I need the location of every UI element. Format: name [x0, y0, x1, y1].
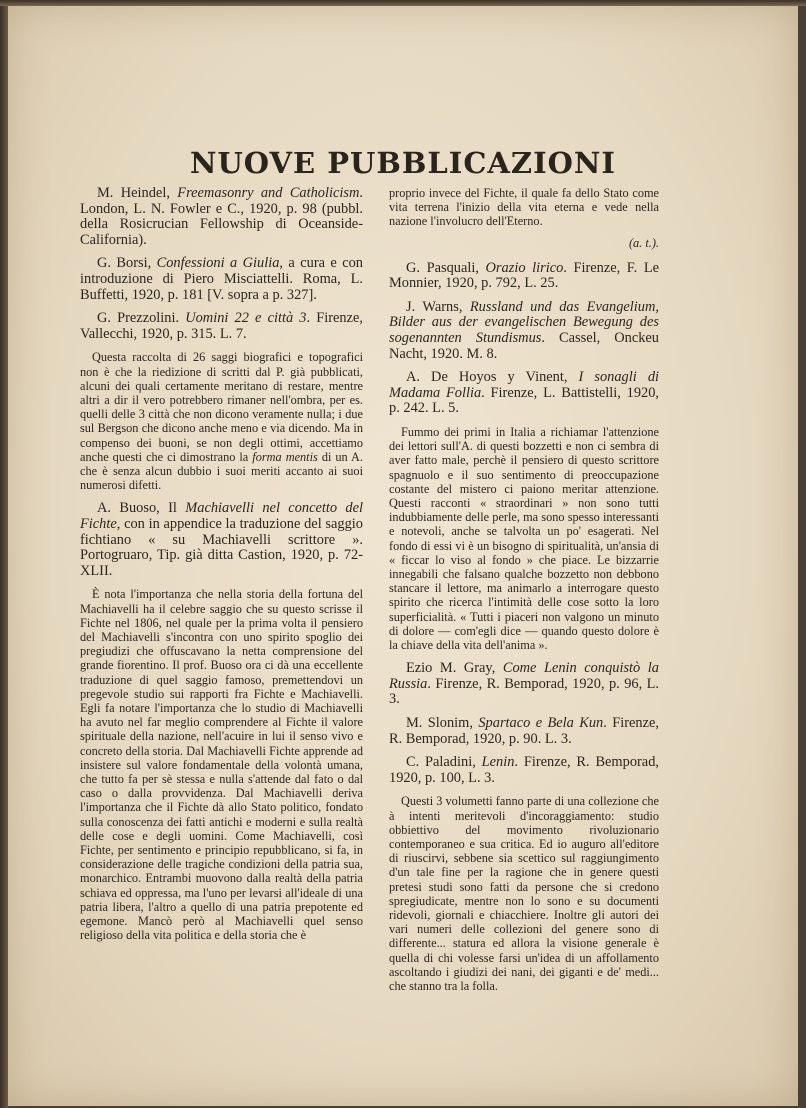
text-run: M. Heindel,	[97, 185, 178, 201]
text-run: proprio invece del Fichte, il quale fa dello Stato come vita terrena l'inizio della vita eterna e vede nella nazione l'involucro dell'Eterno.	[389, 186, 659, 229]
text-run: Fummo dei primi in Italia a richiamar l'attenzione dei lettori sull'A. di questi bozzetti e non ci sembra di aver fatto male, perchè il pensiero di questo scrittore spagnuolo e il suo sentimento di preoccupazione costante del mistero ci paiono meritar attenzione. Questi racconti « straordinari » non sono tutti indubbiamente delle perle, ma sono spesso interessanti e notevoli, anche se talvolta un po' esagerati. Nel fondo di essi vi è un bisogno di spiritualità, un'ansia di « ficcar lo viso al fondo » che piace. Le bizzarrie innegabili che falsano qualche bozzetto non debbono stancare il lettore, ma animarlo a interrogare questo spirito che ricerca l'intimità delle cose sotto la loro superficialità. « Tutti i piaceri non valgono un minuto di dolore — com'egli dice — quando questo dolore è la chiave della vita dell'anima ».	[389, 424, 659, 652]
review-signature	[389, 236, 659, 251]
text-run: , a cura e con introduzione di Piero Misciattelli. Roma, L. Buffetti, 1920, p. 181 [V. sopra a p. 327].	[80, 255, 363, 303]
bibliography-entry	[389, 716, 659, 747]
left-column	[80, 186, 363, 951]
bibliography-entry	[80, 256, 363, 303]
italic-title: Uomini 22 e città 3	[185, 310, 307, 327]
italic-title: Freemasonry and Catholicism	[177, 185, 360, 201]
right-column	[389, 186, 659, 1002]
text-run: . London, L. N. Fowler e C., 1920, p. 98 (pubbl. della Rosicrucian Fellowship di Oceanside-California).	[80, 185, 363, 248]
text-run: È nota l'importanza che nella storia della fortuna del Machiavelli ha il celebre saggio che su questo scrisse il Fichte nel 1806, nel quale per la prima volta il pensiero del Machiavelli s'incontra con uno spirito spoglio dei pregiudizi che offuscavano la netta comprensione del grande fiorentino. Il prof. Buoso ora ci dà una eccellente traduzione di quel saggio famoso, premettendovi un pregevole studio sui rapporti fra Fichte e Machiavelli. Egli fa notare l'importanza che lo studio di Machiavelli ha avuto nel far meglio comprendere al Fichte il valore spirituale della nazione, nell'acuire in lui il senso vivo e concreto della storia. Dal Machiavelli Fichte apprende ad insistere sul valore fondamentale della volontà umana, che tutto fa per sè stessa e nulla s'attende dal fato o dal caso o dalla provvidenza. Dal Machiavelli deriva l'importanza che il Fichte dà allo Stato politico, fondato sulla conoscenza dei fatti antichi e moderni e sulla realtà delle cose e degli uomini. Come Machiavelli, così Fichte, per sentimento e principio repubblicano, si fa, in considerazione delle tragiche condizioni della patria sua, monarchico. Entrambi muovono dalla realtà della patria schiava ed oppressa, ma l'uno per levarsi all'ideale di una patria libera, l'altro a quello di una patria prepotente ed egemone. Mancò però al Machiavelli quel senso religioso della vita politica e della storia che è	[80, 587, 363, 943]
italic-title: Orazio lirico	[485, 259, 564, 276]
text-run: . Firenze, R. Bemporad, 1920, p. 90. L. 3.	[389, 714, 659, 747]
italic-title: Spartaco e Bela Kun	[478, 714, 604, 731]
bibliography-entry	[389, 661, 659, 708]
text-run: A. Buoso, Il	[97, 500, 186, 517]
review-paragraph	[389, 794, 659, 993]
text-run: G. Prezzolini.	[97, 310, 186, 327]
bibliography-entry	[389, 755, 659, 786]
text-run: . Cassel, Onckeu Nacht, 1920. M. 8.	[389, 329, 660, 362]
text-run: . Firenze, F. Le Monnier, 1920, p. 792, L. 25.	[389, 259, 659, 292]
italic-title: Machiavelli nel concetto del Fichte	[80, 500, 363, 532]
text-run: , con in appendice la traduzione del saggio fichtiano « su Machiavelli scrittore ». Portogruaro, Tip. già ditta Castion, 1920, p. 72-XLII.	[80, 515, 363, 579]
text-run: A. De Hoyos y Vinent,	[406, 369, 579, 386]
text-run: Questi 3 volumetti fanno parte di una collezione che à intenti meritevoli d'incoraggiamento: studio obbiettivo del movimento rivoluzionario contemporaneo e sua critica. Ed io auguro all'editore di riuscirvi, sebbene sia scettico sul raggiungimento d'un tale fine per la ragione che in genere questi pretesi studi sono fatti da persone che si credono spregiudicate, mentre non lo sono e su documenti ridevoli, giornali e chiacchiere. Inoltre gli autori dei vari numeri delle collezioni del genere sono di differente... statura ed allora la visione generale è quella di chi volesse farsi un'idea di un affollamento ascoltando i giudizi dei nani, dei giganti e de' medi... che stanno tra la folla.	[389, 794, 659, 993]
italic-title: forma mentis	[252, 449, 318, 464]
page-heading: NUOVE PUBBLICAZIONI	[190, 146, 616, 180]
text-run: . Firenze, Vallecchi, 1920, p. 315. L. 7.	[80, 310, 363, 342]
text-run: di un A. che è senza alcun dubbio i suoi meriti accanto ai suoi numerosi difetti.	[80, 449, 363, 493]
text-run: (a. t.).	[628, 235, 659, 250]
bibliography-entry	[80, 501, 363, 579]
italic-title: Russland und das Evangelium, Bilder aus der evangelischen Bewegung des sogenannten Stundismus	[389, 298, 659, 346]
text-run: . Firenze, R. Bemporad, 1920, p. 100, L. 3.	[389, 754, 659, 786]
text-run: G. Borsi,	[97, 255, 157, 272]
review-paragraph	[389, 425, 659, 652]
text-run: Questa raccolta di 26 saggi biografici e topografici non è che la riedizione di scritti dal P. già pubblicati, alcuni dei quali certamente meritano di restare, mentre altri a dir il vero potrebbero rimaner nell'ombra, per es. quelli delle 3 città che non dicono veramente nulla; i due sul Bergson che dicono anche meno e via dicendo. Ma in compenso dei buoni, se non degli ottimi, accettiamo anche questi che ci dimostrano la	[80, 350, 363, 464]
review-paragraph	[389, 186, 659, 229]
text-run: J. Warns,	[406, 298, 470, 315]
review-paragraph	[80, 350, 363, 492]
text-run: Ezio M. Gray,	[406, 660, 503, 677]
text-run: . Firenze, R. Bemporad, 1920, p. 96, L. 3.	[389, 675, 659, 708]
italic-title: Lenin	[481, 754, 515, 771]
text-run: G. Pasquali,	[406, 259, 486, 276]
review-paragraph	[80, 587, 363, 942]
bibliography-entry	[389, 300, 659, 362]
italic-title: Come Lenin conquistò la Russia	[389, 660, 659, 692]
italic-title: Confessioni a Giulia	[156, 255, 280, 272]
bibliography-entry	[389, 261, 659, 292]
text-run: . Firenze, L. Battistelli, 1920, p. 242. L. 5.	[389, 384, 660, 417]
text-run: M. Slonim,	[406, 714, 479, 731]
bibliography-entry	[80, 186, 363, 248]
text-run: C. Paladini,	[406, 754, 482, 771]
bibliography-entry	[389, 370, 659, 417]
bibliography-entry	[80, 311, 363, 342]
italic-title: I sonagli di Madama Follia	[389, 369, 660, 401]
